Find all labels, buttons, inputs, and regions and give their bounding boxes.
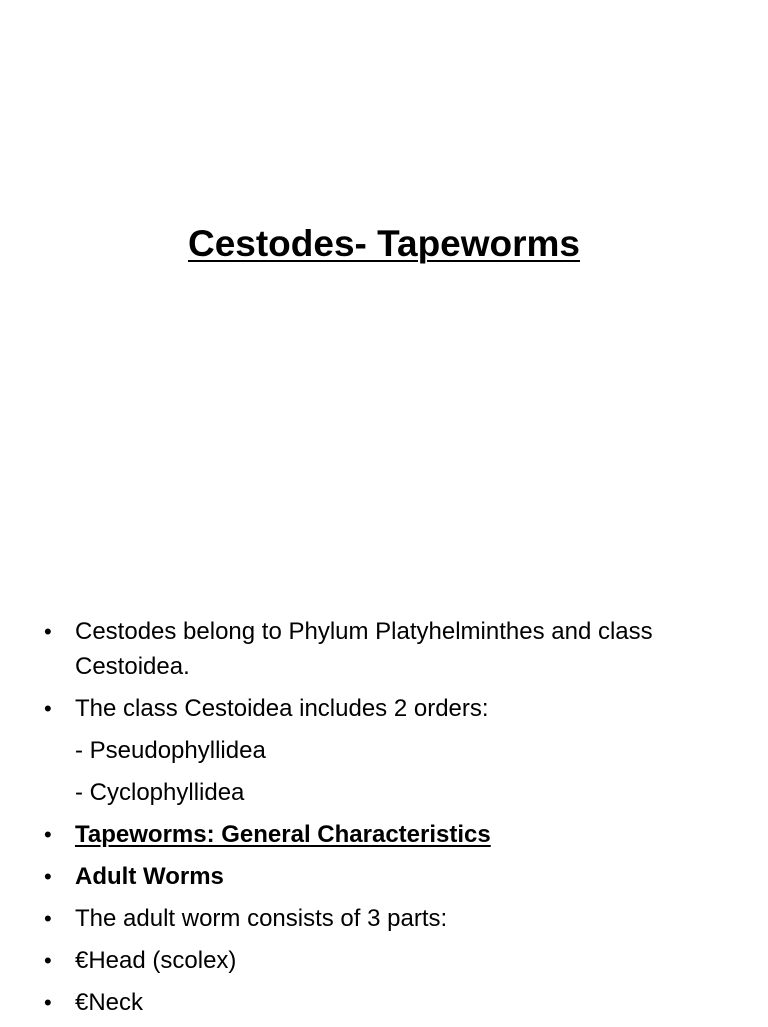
list-item <box>44 859 744 894</box>
list-item-sub <box>44 775 744 810</box>
list-item-text: - Pseudophyllidea <box>75 737 266 764</box>
list-item <box>44 943 744 978</box>
subsection-heading: Adult Worms <box>75 863 224 890</box>
list-item <box>44 985 744 1020</box>
section-heading: Tapeworms: General Characteristics <box>75 821 491 848</box>
list-item-text: €Neck <box>75 989 144 1016</box>
list-item-text: Cestodes belong to Phylum Platyhelminthes and class Cestoidea. <box>75 618 653 680</box>
list-item-text: The class Cestoidea includes 2 orders: <box>75 695 489 722</box>
list-item <box>44 691 744 726</box>
bullet-icon: • <box>44 619 52 644</box>
bullet-list <box>44 614 744 1027</box>
list-item-text: €Head (scolex) <box>75 947 237 974</box>
bullet-icon: • <box>44 864 52 889</box>
bullet-icon: • <box>44 948 52 973</box>
bullet-icon: • <box>44 990 52 1015</box>
bullet-icon: • <box>44 822 52 847</box>
list-item-text: The adult worm consists of 3 parts: <box>75 905 448 932</box>
slide-title: Cestodes- Tapeworms <box>187 223 581 264</box>
list-item <box>44 614 744 684</box>
list-item-sub <box>44 733 744 768</box>
list-item-text: - Cyclophyllidea <box>75 779 245 806</box>
bullet-icon: • <box>44 696 52 721</box>
bullet-icon: • <box>44 906 52 931</box>
list-item <box>44 817 744 852</box>
list-item <box>44 901 744 936</box>
